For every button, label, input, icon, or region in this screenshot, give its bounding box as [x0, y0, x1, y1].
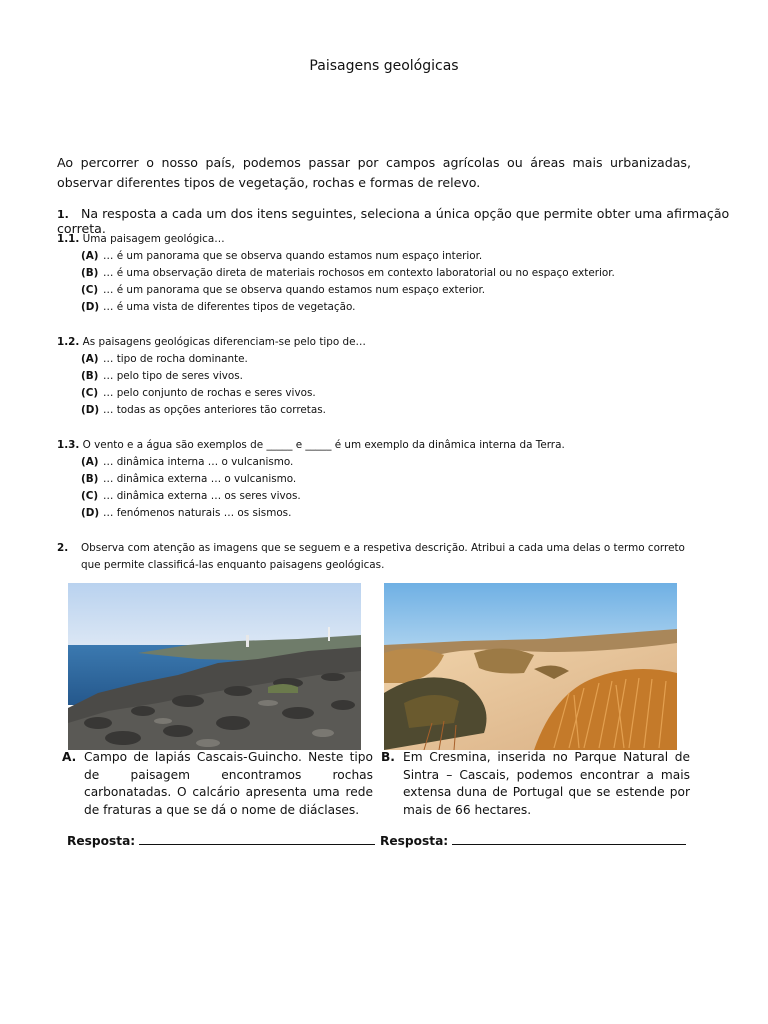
caption-b — [381, 749, 690, 819]
option-letter: (C) — [81, 284, 99, 296]
answer-label: Resposta: — [67, 834, 136, 848]
option-text: … é um panorama que se observa quando estamos num espaço interior. — [103, 250, 483, 262]
item-stem: As paisagens geológicas diferenciam-se pelo tipo de… — [82, 336, 366, 348]
option-1-2-a — [81, 353, 701, 365]
option-1-1-b — [81, 267, 701, 279]
item-1-3 — [57, 439, 737, 451]
answer-a — [67, 832, 375, 848]
option-1-1-d — [81, 301, 701, 313]
option-1-3-b — [81, 473, 701, 485]
question-1-text: Na resposta a cada um dos itens seguintes, seleciona a única opção que permite obter uma afirmação correta. — [57, 206, 730, 236]
item-1-1 — [57, 233, 737, 245]
answer-label: Resposta: — [380, 834, 449, 848]
item-1-2 — [57, 336, 737, 348]
question-2 — [57, 540, 707, 574]
item-stem: Uma paisagem geológica… — [82, 233, 225, 245]
intro-paragraph: Ao percorrer o nosso país, podemos passar por campos agrícolas ou áreas mais urbanizadas, observar diferentes tipos de vegetação, rochas e formas de relevo. — [57, 155, 691, 190]
option-letter: (C) — [81, 490, 99, 502]
option-letter: (B) — [81, 370, 99, 382]
option-1-2-b — [81, 370, 701, 382]
option-text: … fenómenos naturais … os sismos. — [103, 507, 292, 519]
question-1 — [57, 206, 737, 236]
option-text: … é uma vista de diferentes tipos de vegetação. — [103, 301, 356, 313]
caption-letter: A. — [62, 750, 77, 764]
option-text: … pelo tipo de seres vivos. — [103, 370, 243, 382]
option-letter: (A) — [81, 250, 99, 262]
option-1-2-d — [81, 404, 701, 416]
option-1-3-d — [81, 507, 701, 519]
option-letter: (B) — [81, 473, 99, 485]
item-number: 1.2. — [57, 336, 80, 348]
option-letter: (A) — [81, 353, 99, 365]
question-2-number: 2. — [57, 542, 69, 554]
photo-lapias-coast — [68, 583, 361, 750]
item-number: 1.3. — [57, 439, 80, 451]
question-1-number: 1. — [57, 208, 69, 221]
caption-text: Em Cresmina, inserida no Parque Natural de Sintra – Cascais, podemos encontrar a mais extensa duna de Portugal que se estende por mais de 66 hectares. — [403, 750, 690, 817]
option-letter: (A) — [81, 456, 99, 468]
item-stem: O vento e a água são exemplos de _____ e _____ é um exemplo da dinâmica interna da Terra. — [82, 439, 565, 451]
option-letter: (B) — [81, 267, 99, 279]
option-letter: (D) — [81, 301, 100, 313]
caption-text: Campo de lapiás Cascais-Guincho. Neste tipo de paisagem encontramos rochas carbonatadas. O calcário apresenta uma rede de fraturas a que se dá o nome de diáclases. — [84, 750, 373, 817]
item-number: 1.1. — [57, 233, 80, 245]
option-text: … todas as opções anteriores tão corretas. — [103, 404, 326, 416]
option-letter: (D) — [81, 507, 100, 519]
option-text: … é um panorama que se observa quando estamos num espaço exterior. — [103, 284, 486, 296]
photo-cresmina-dune — [384, 583, 677, 750]
option-1-3-c — [81, 490, 701, 502]
option-letter: (C) — [81, 387, 99, 399]
question-2-text: Observa com atenção as imagens que se seguem e a respetiva descrição. Atribui a cada uma delas o termo correto que permite classificá-las enquanto paisagens geológicas. — [81, 542, 685, 571]
option-text: … dinâmica interna … o vulcanismo. — [103, 456, 294, 468]
option-1-1-a — [81, 250, 701, 262]
answer-blank-b[interactable] — [452, 832, 686, 845]
option-text: … tipo de rocha dominante. — [103, 353, 248, 365]
page-title: Paisagens geológicas — [309, 58, 459, 74]
answer-blank-a[interactable] — [139, 832, 375, 845]
option-1-1-c — [81, 284, 701, 296]
caption-a — [62, 749, 373, 819]
caption-letter: B. — [381, 750, 395, 764]
option-text: … dinâmica externa … os seres vivos. — [103, 490, 301, 502]
option-1-2-c — [81, 387, 701, 399]
option-text: … dinâmica externa … o vulcanismo. — [103, 473, 297, 485]
option-text: … é uma observação direta de materiais rochosos em contexto laboratorial ou no espaço exterior. — [103, 267, 615, 279]
answer-b — [380, 832, 686, 848]
option-1-3-a — [81, 456, 701, 468]
option-text: … pelo conjunto de rochas e seres vivos. — [103, 387, 316, 399]
option-letter: (D) — [81, 404, 100, 416]
